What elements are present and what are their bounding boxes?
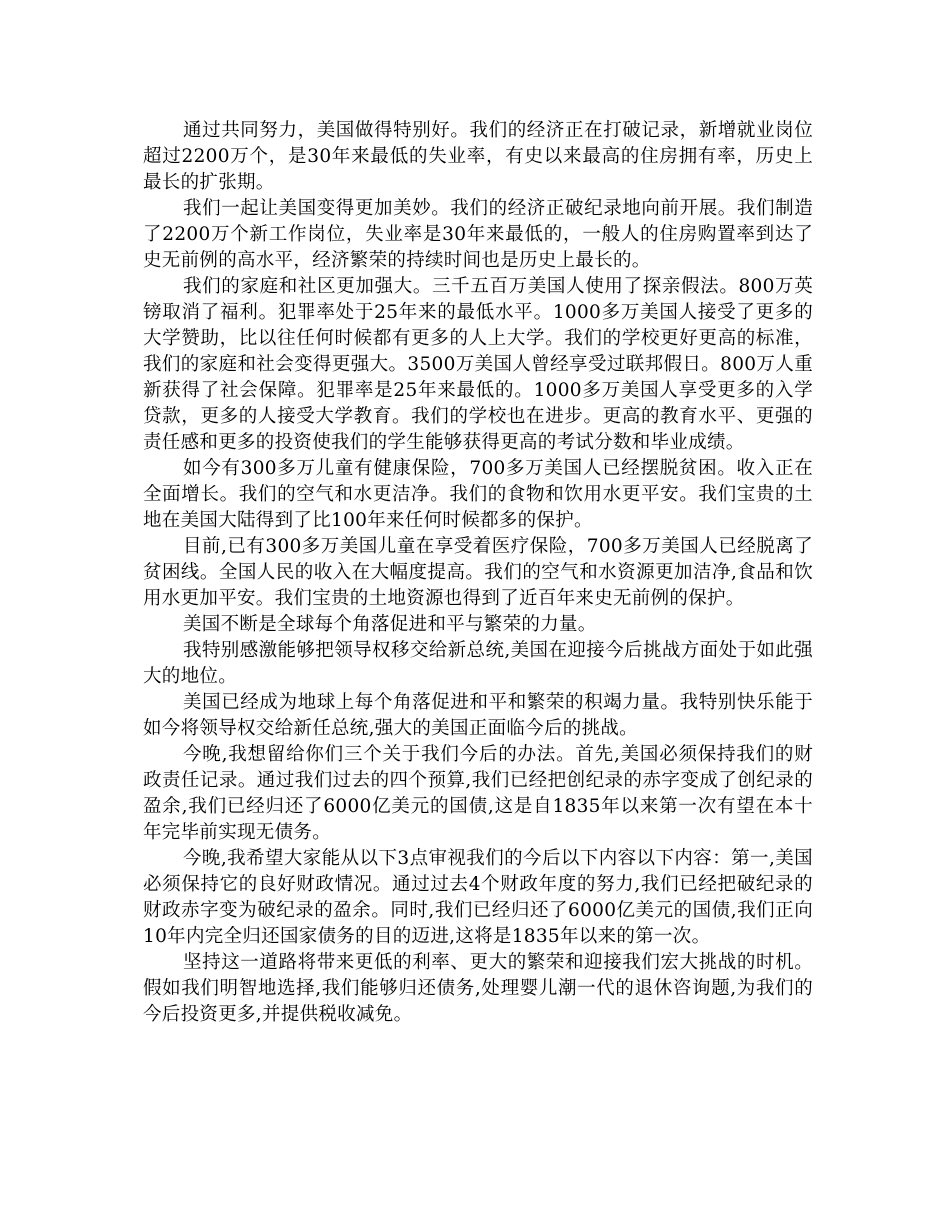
paragraph-8: 美国已经成为地球上每个角落促进和平和繁荣的积竭力量。我特别快乐能于如今将领导权交给新任总统,强大的美国正面临今后的挑战。	[143, 692, 813, 739]
paragraph-6: 美国不断是全球每个角落促进和平与繁荣的力量。	[183, 614, 597, 635]
paragraph-9: 今晚,我想留给你们三个关于我们今后的办法。首先,美国必须保持我们的财政责任记录。通过我们过去的四个预算,我们已经把创纪录的赤字变成了创纪录的盈余,我们已经归还了6000亿美元的国债,这是自1835年以来第一次有望在本十年完毕前实现无债务。	[143, 744, 813, 843]
paragraph-2: 我们一起让美国变得更加美妙。我们的经济正破纪录地向前开展。我们制造了2200万个新工作岗位，失业率是30年来最低的，一般人的住房购置率到达了史无前例的高水平，经济繁荣的持续时间也是历史上最长的。	[143, 198, 813, 271]
paragraph-7: 我特别感激能够把领导权移交给新总统,美国在迎接今后挑战方面处于如此强大的地位。	[143, 640, 813, 687]
paragraph-10: 今晚,我希望大家能从以下3点审视我们的今后以下内容以下内容：第一,美国必须保持它的良好财政情况。通过过去4个财政年度的努力,我们已经把破纪录的财政赤字变为破纪录的盈余。同时,我们已经归还了6000亿美元的国债,我们正向10年内完全归还国家债务的目的迈进,这将是1835年以来的第一次。	[143, 848, 813, 947]
document-body	[143, 118, 813, 1028]
paragraph-11: 坚持这一道路将带来更低的利率、更大的繁荣和迎接我们宏大挑战的时机。假如我们明智地选择,我们能够归还债务,处理婴儿潮一代的退休咨询题,为我们的今后投资更多,并提供税收减免。	[143, 952, 813, 1025]
paragraph-1: 通过共同努力，美国做得特别好。我们的经济正在打破记录，新增就业岗位超过2200万个，是30年来最低的失业率，有史以来最高的住房拥有率，历史上最长的扩张期。	[143, 120, 813, 193]
paragraph-3: 我们的家庭和社区更加强大。三千五百万美国人使用了探亲假法。800万英镑取消了福利。犯罪率处于25年来的最低水平。1000多万美国人接受了更多的大学赞助，比以往任何时候都有更多的人上大学。我们的学校更好更高的标准，我们的家庭和社会变得更强大。3500万美国人曾经享受过联邦假日。800万人重新获得了社会保障。犯罪率是25年来最低的。1000多万美国人享受更多的入学贷款，更多的人接受大学教育。我们的学校也在进步。更高的教育水平、更强的责任感和更多的投资使我们的学生能够获得更高的考试分数和毕业成绩。	[143, 276, 813, 453]
paragraph-5: 目前,已有300多万美国儿童在享受着医疗保险，700多万美国人已经脱离了贫困线。全国人民的收入在大幅度提高。我们的空气和水资源更加洁净,食品和饮用水更加平安。我们宝贵的土地资源也得到了近百年来史无前例的保护。	[143, 536, 813, 609]
paragraph-4: 如今有300多万儿童有健康保险，700多万美国人已经摆脱贫困。收入正在全面增长。我们的空气和水更洁净。我们的食物和饮用水更平安。我们宝贵的土地在美国大陆得到了比100年来任何时候都多的保护。	[143, 458, 813, 531]
